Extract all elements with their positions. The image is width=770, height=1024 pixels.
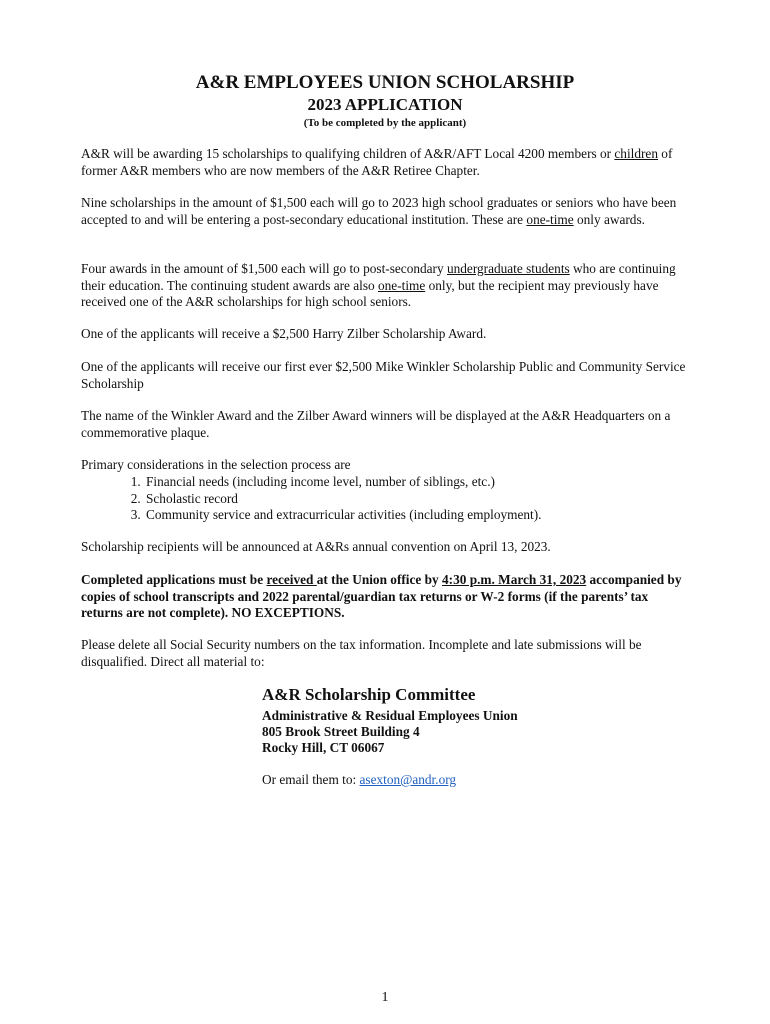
completion-note: (To be completed by the applicant)	[303, 117, 467, 129]
plaque-paragraph: The name of the Winkler Award and the Zilber Award winners will be displayed at the A&R Headquarters on a commemorative plaque.	[81, 408, 671, 440]
criteria-item: 3. Community service and extracurricular activities (including employment).	[144, 507, 704, 524]
email-line: Or email them to: asexton@andr.org	[262, 772, 457, 787]
winkler-award-paragraph: One of the applicants will receive our first ever $2,500 Mike Winkler Scholarship Public and Community Service Scholarship	[81, 359, 686, 391]
committee-name: A&R Scholarship Committee	[262, 685, 476, 704]
criteria-list	[125, 474, 704, 524]
high-school-awards-paragraph: Nine scholarships in the amount of $1,500 each will go to 2023 high school graduates or seniors who have been accepted to and will be entering a post-secondary educational institution. These are one-time only awards.	[81, 195, 677, 227]
instructions-paragraph: Please delete all Social Security numbers on the tax information. Incomplete and late submissions will be disqualified. Direct all material to:	[81, 637, 642, 669]
continuing-student-paragraph: Four awards in the amount of $1,500 each will go to post-secondary undergraduate students who are continuing their education. The continuing student awards are also one-time only, but the recipient may previously have received one of the A&R scholarships for high school seniors.	[81, 261, 676, 309]
organization-name: Administrative & Residual Employees Union	[262, 708, 518, 723]
announcement-paragraph: Scholarship recipients will be announced at A&Rs annual convention on April 13, 2023.	[81, 539, 551, 554]
document-title: A&R EMPLOYEES UNION SCHOLARSHIP	[195, 72, 575, 93]
criteria-item: 1. Financial needs (including income level, number of siblings, etc.)	[144, 474, 704, 491]
deadline-paragraph: Completed applications must be received at the Union office by 4:30 p.m. March 31, 2023 accompanied by copies of school transcripts and 2022 parental/guardian tax returns or W-2 forms (if the parents’ tax returns are not complete). NO EXCEPTIONS.	[81, 572, 682, 620]
email-link[interactable]: asexton@andr.org	[359, 772, 457, 787]
zilber-award-paragraph: One of the applicants will receive a $2,500 Harry Zilber Scholarship Award.	[81, 326, 487, 341]
document-subtitle: 2023 APPLICATION	[307, 95, 463, 114]
page-number: 1	[381, 990, 389, 1005]
criteria-item: 2. Scholastic record	[144, 491, 704, 508]
street-address: 805 Brook Street Building 4	[262, 724, 420, 739]
city-state-zip: Rocky Hill, CT 06067	[262, 740, 385, 755]
criteria-intro: Primary considerations in the selection process are	[81, 457, 351, 472]
intro-paragraph: A&R will be awarding 15 scholarships to qualifying children of A&R/AFT Local 4200 members or children of former A&R members who are now members of the A&R Retiree Chapter.	[81, 146, 673, 178]
